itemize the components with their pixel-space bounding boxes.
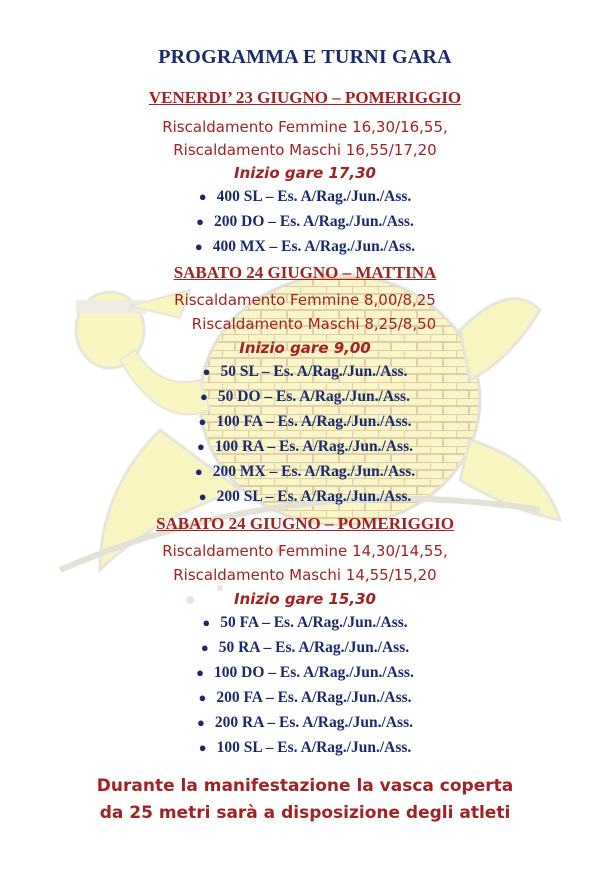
- bullet-icon: ●: [200, 640, 209, 655]
- event-item: ● 50 FA – Es. A/Rag./Jun./Ass.: [202, 614, 408, 631]
- event-item: ● 50 RA – Es. A/Rag./Jun./Ass.: [200, 639, 410, 656]
- bullet-icon: ●: [200, 389, 208, 404]
- pool-note-line-1: Durante la manifestazione la vasca coperta: [96, 776, 514, 796]
- bullet-icon: ●: [197, 439, 205, 454]
- event-item: ● 400 SL – Es. A/Rag./Jun./Ass.: [198, 188, 412, 205]
- event-item: ● 50 SL – Es. A/Rag./Jun./Ass.: [202, 363, 408, 380]
- bullet-icon: ●: [196, 214, 205, 229]
- bullet-icon: ●: [202, 615, 211, 630]
- event-item: ● 100 DO – Es. A/Rag./Jun./Ass.: [196, 664, 414, 681]
- event-item: ● 100 SL – Es. A/Rag./Jun./Ass.: [198, 739, 412, 756]
- event-item: ● 200 FA – Es. A/Rag./Jun./Ass.: [198, 689, 412, 706]
- start-time: Inizio gare 9,00: [239, 339, 371, 357]
- start-time: Inizio gare 17,30: [234, 164, 376, 182]
- bullet-icon: ●: [198, 489, 207, 504]
- bullet-icon: ●: [196, 665, 205, 680]
- bullet-icon: ●: [194, 239, 203, 254]
- event-item: ● 100 RA – Es. A/Rag./Jun./Ass.: [197, 438, 413, 455]
- bullet-icon: ●: [198, 690, 207, 705]
- pool-note-line-2: da 25 metri sarà a disposizione degli atleti: [99, 803, 511, 823]
- start-time: Inizio gare 15,30: [234, 590, 376, 608]
- section-heading-venerdi: VENERDI’ 23 GIUGNO – POMERIGGIO: [148, 88, 462, 107]
- event-item: ● 200 RA – Es. A/Rag./Jun./Ass.: [197, 714, 413, 731]
- warmup-men: Riscaldamento Maschi 16,55/17,20: [173, 141, 437, 159]
- event-item: ● 100 FA – Es. A/Rag./Jun./Ass.: [198, 413, 412, 430]
- bullet-icon: ●: [198, 414, 207, 429]
- bullet-icon: ●: [194, 464, 203, 479]
- event-item: ● 200 SL – Es. A/Rag./Jun./Ass.: [198, 488, 412, 505]
- warmup-men: Riscaldamento Maschi 8,25/8,50: [191, 315, 437, 333]
- event-item: ● 50 DO – Es. A/Rag./Jun./Ass.: [200, 388, 410, 405]
- bullet-icon: ●: [198, 189, 207, 204]
- section-heading-sabato-mattina: SABATO 24 GIUGNO – MATTINA: [173, 263, 437, 282]
- warmup-women: Riscaldamento Femmine 8,00/8,25: [174, 291, 436, 309]
- event-item: ● 200 DO – Es. A/Rag./Jun./Ass.: [196, 213, 414, 230]
- page-title: PROGRAMMA E TURNI GARA: [158, 46, 452, 68]
- bullet-icon: ●: [197, 715, 205, 730]
- bullet-icon: ●: [202, 364, 211, 379]
- warmup-women: Riscaldamento Femmine 14,30/14,55,: [162, 542, 448, 560]
- warmup-men: Riscaldamento Maschi 14,55/15,20: [173, 566, 437, 584]
- section-heading-sabato-pomeriggio: SABATO 24 GIUGNO – POMERIGGIO: [156, 514, 454, 533]
- event-item: ● 400 MX – Es. A/Rag./Jun./Ass.: [194, 238, 416, 255]
- warmup-women: Riscaldamento Femmine 16,30/16,55,: [162, 118, 448, 136]
- event-item: ● 200 MX – Es. A/Rag./Jun./Ass.: [194, 463, 416, 480]
- bullet-icon: ●: [198, 740, 207, 755]
